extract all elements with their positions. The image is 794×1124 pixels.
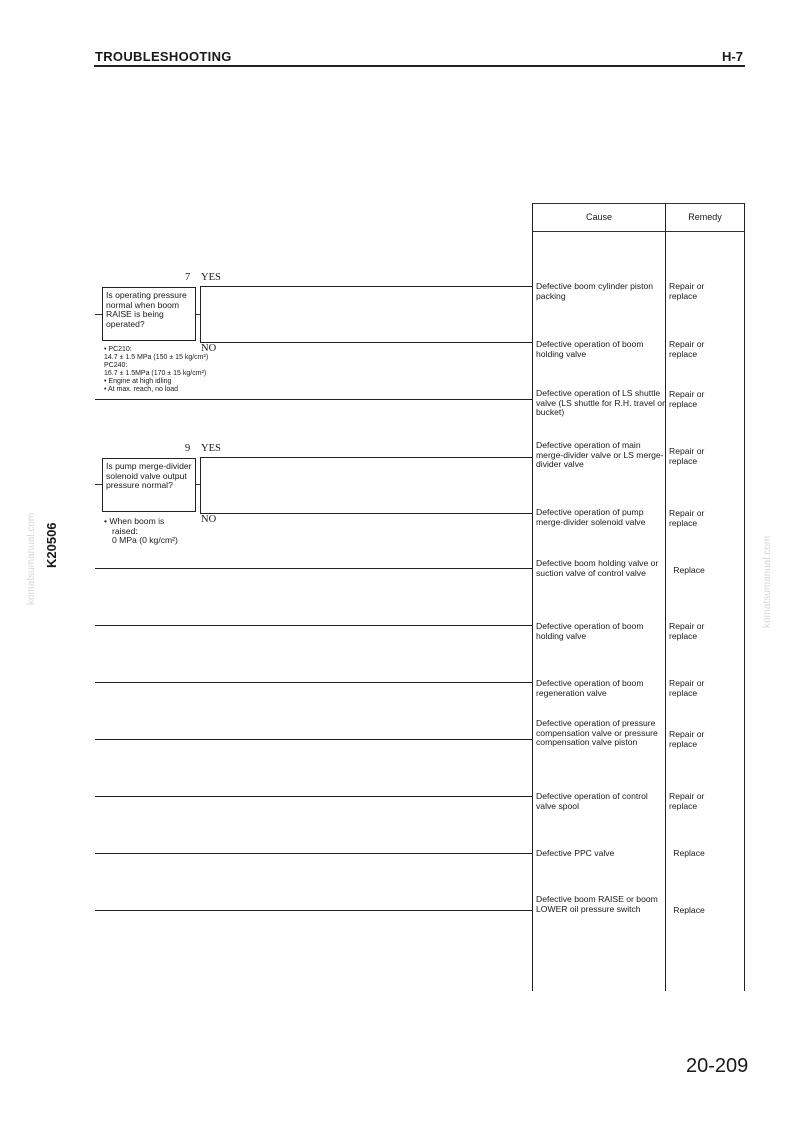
cause-row-2: Defective operation of boom holding valve (536, 339, 644, 359)
question-9-no-label: NO (201, 514, 217, 525)
cause-row-8: Defective operation of boom regeneration valve (536, 678, 644, 698)
flow-line-row-8 (95, 682, 532, 683)
remedy-row-5: Repair or replace (669, 508, 705, 528)
remedy-right-border (744, 203, 745, 991)
remedy-row-7: Repair or replace (669, 621, 705, 641)
remedy-row-2: Repair or replace (669, 339, 705, 359)
q9-no-line (200, 513, 532, 514)
section-title: TROUBLESHOOTING (95, 49, 232, 64)
question-9-text: Is pump merge-divider solenoid valve output pressure normal? (106, 461, 192, 491)
cause-row-5: Defective operation of pump merge-divider solenoid valve (536, 507, 646, 527)
remedy-row-6: Replace (673, 565, 705, 575)
cause-column-header: Cause (585, 212, 612, 222)
remedy-row-8: Repair or replace (669, 678, 705, 698)
q9-exit-tick (196, 484, 200, 485)
question-9-box (102, 458, 196, 512)
header-rule (94, 65, 745, 67)
side-code: K20506 (44, 522, 59, 568)
table-top-rule (532, 203, 745, 204)
q9-yes-no-branch (200, 457, 201, 514)
question-9-yes-label: YES (201, 443, 221, 454)
flow-line-row-12 (95, 910, 532, 911)
cause-row-12: Defective boom RAISE or boom LOWER oil pressure switch (536, 894, 658, 914)
flow-line-row-3 (95, 399, 532, 400)
q9-entry-line (95, 484, 102, 485)
flow-line-row-11 (95, 853, 532, 854)
q7-exit-tick (196, 314, 200, 315)
cause-row-1: Defective boom cylinder piston packing (536, 281, 654, 301)
flow-line-row-9 (95, 739, 532, 740)
section-code: H-7 (722, 49, 743, 64)
cause-row-3: Defective operation of LS shuttle valve (LS shuttle for R.H. travel or bucket) (536, 388, 665, 418)
remedy-row-1: Repair or replace (669, 281, 705, 301)
cause-row-10: Defective operation of control valve spool (536, 791, 648, 811)
remedy-row-12: Replace (673, 905, 705, 915)
question-9-notes: • When boom is raised: 0 MPa (0 kg/cm²) (104, 516, 178, 546)
question-7-number: 7 (185, 272, 191, 283)
q7-entry-line (95, 314, 102, 315)
cause-row-11: Defective PPC valve (536, 848, 615, 858)
remedy-row-11: Replace (673, 848, 705, 858)
remedy-row-3: Repair or replace (669, 389, 705, 409)
cause-left-border (532, 203, 533, 991)
table-header-rule (532, 231, 745, 232)
watermark-right: komatsumanual.com (762, 535, 773, 628)
remedy-column-header: Remedy (688, 212, 722, 222)
q9-yes-line (200, 457, 532, 458)
flow-line-row-7 (95, 625, 532, 626)
watermark-left: komatsumanual.com (26, 512, 37, 605)
page-number: 20-209 (686, 1055, 749, 1077)
flow-line-row-10 (95, 796, 532, 797)
question-7-yes-label: YES (201, 272, 221, 283)
question-7-text: Is operating pressure normal when boom RAISE is being operated? (106, 290, 187, 329)
cause-row-9: Defective operation of pressure compensation valve or pressure compensation valve piston (536, 718, 658, 748)
question-9-number: 9 (185, 443, 191, 454)
q7-yes-no-branch (200, 286, 201, 343)
cause-remedy-divider (665, 203, 666, 991)
remedy-row-4: Repair or replace (669, 446, 705, 466)
q7-no-line (200, 342, 532, 343)
question-7-no-label: NO (201, 343, 217, 354)
cause-row-6: Defective boom holding valve or suction valve of control valve (536, 558, 659, 578)
q7-yes-line (200, 286, 532, 287)
question-7-notes: • PC210: 14.7 ± 1.5 MPa (150 ± 15 kg/cm²) PC240: 16.7 ± 1.5MPa (170 ± 15 kg/cm²) • Engine at high idling • At max. reach, no load (104, 346, 209, 394)
cause-row-7: Defective operation of boom holding valve (536, 621, 644, 641)
flow-line-row-6 (95, 568, 532, 569)
cause-row-4: Defective operation of main merge-divider valve or LS merge-divider valve (536, 440, 664, 470)
remedy-row-9: Repair or replace (669, 729, 705, 749)
remedy-row-10: Repair or replace (669, 791, 705, 811)
question-7-box (102, 287, 196, 341)
